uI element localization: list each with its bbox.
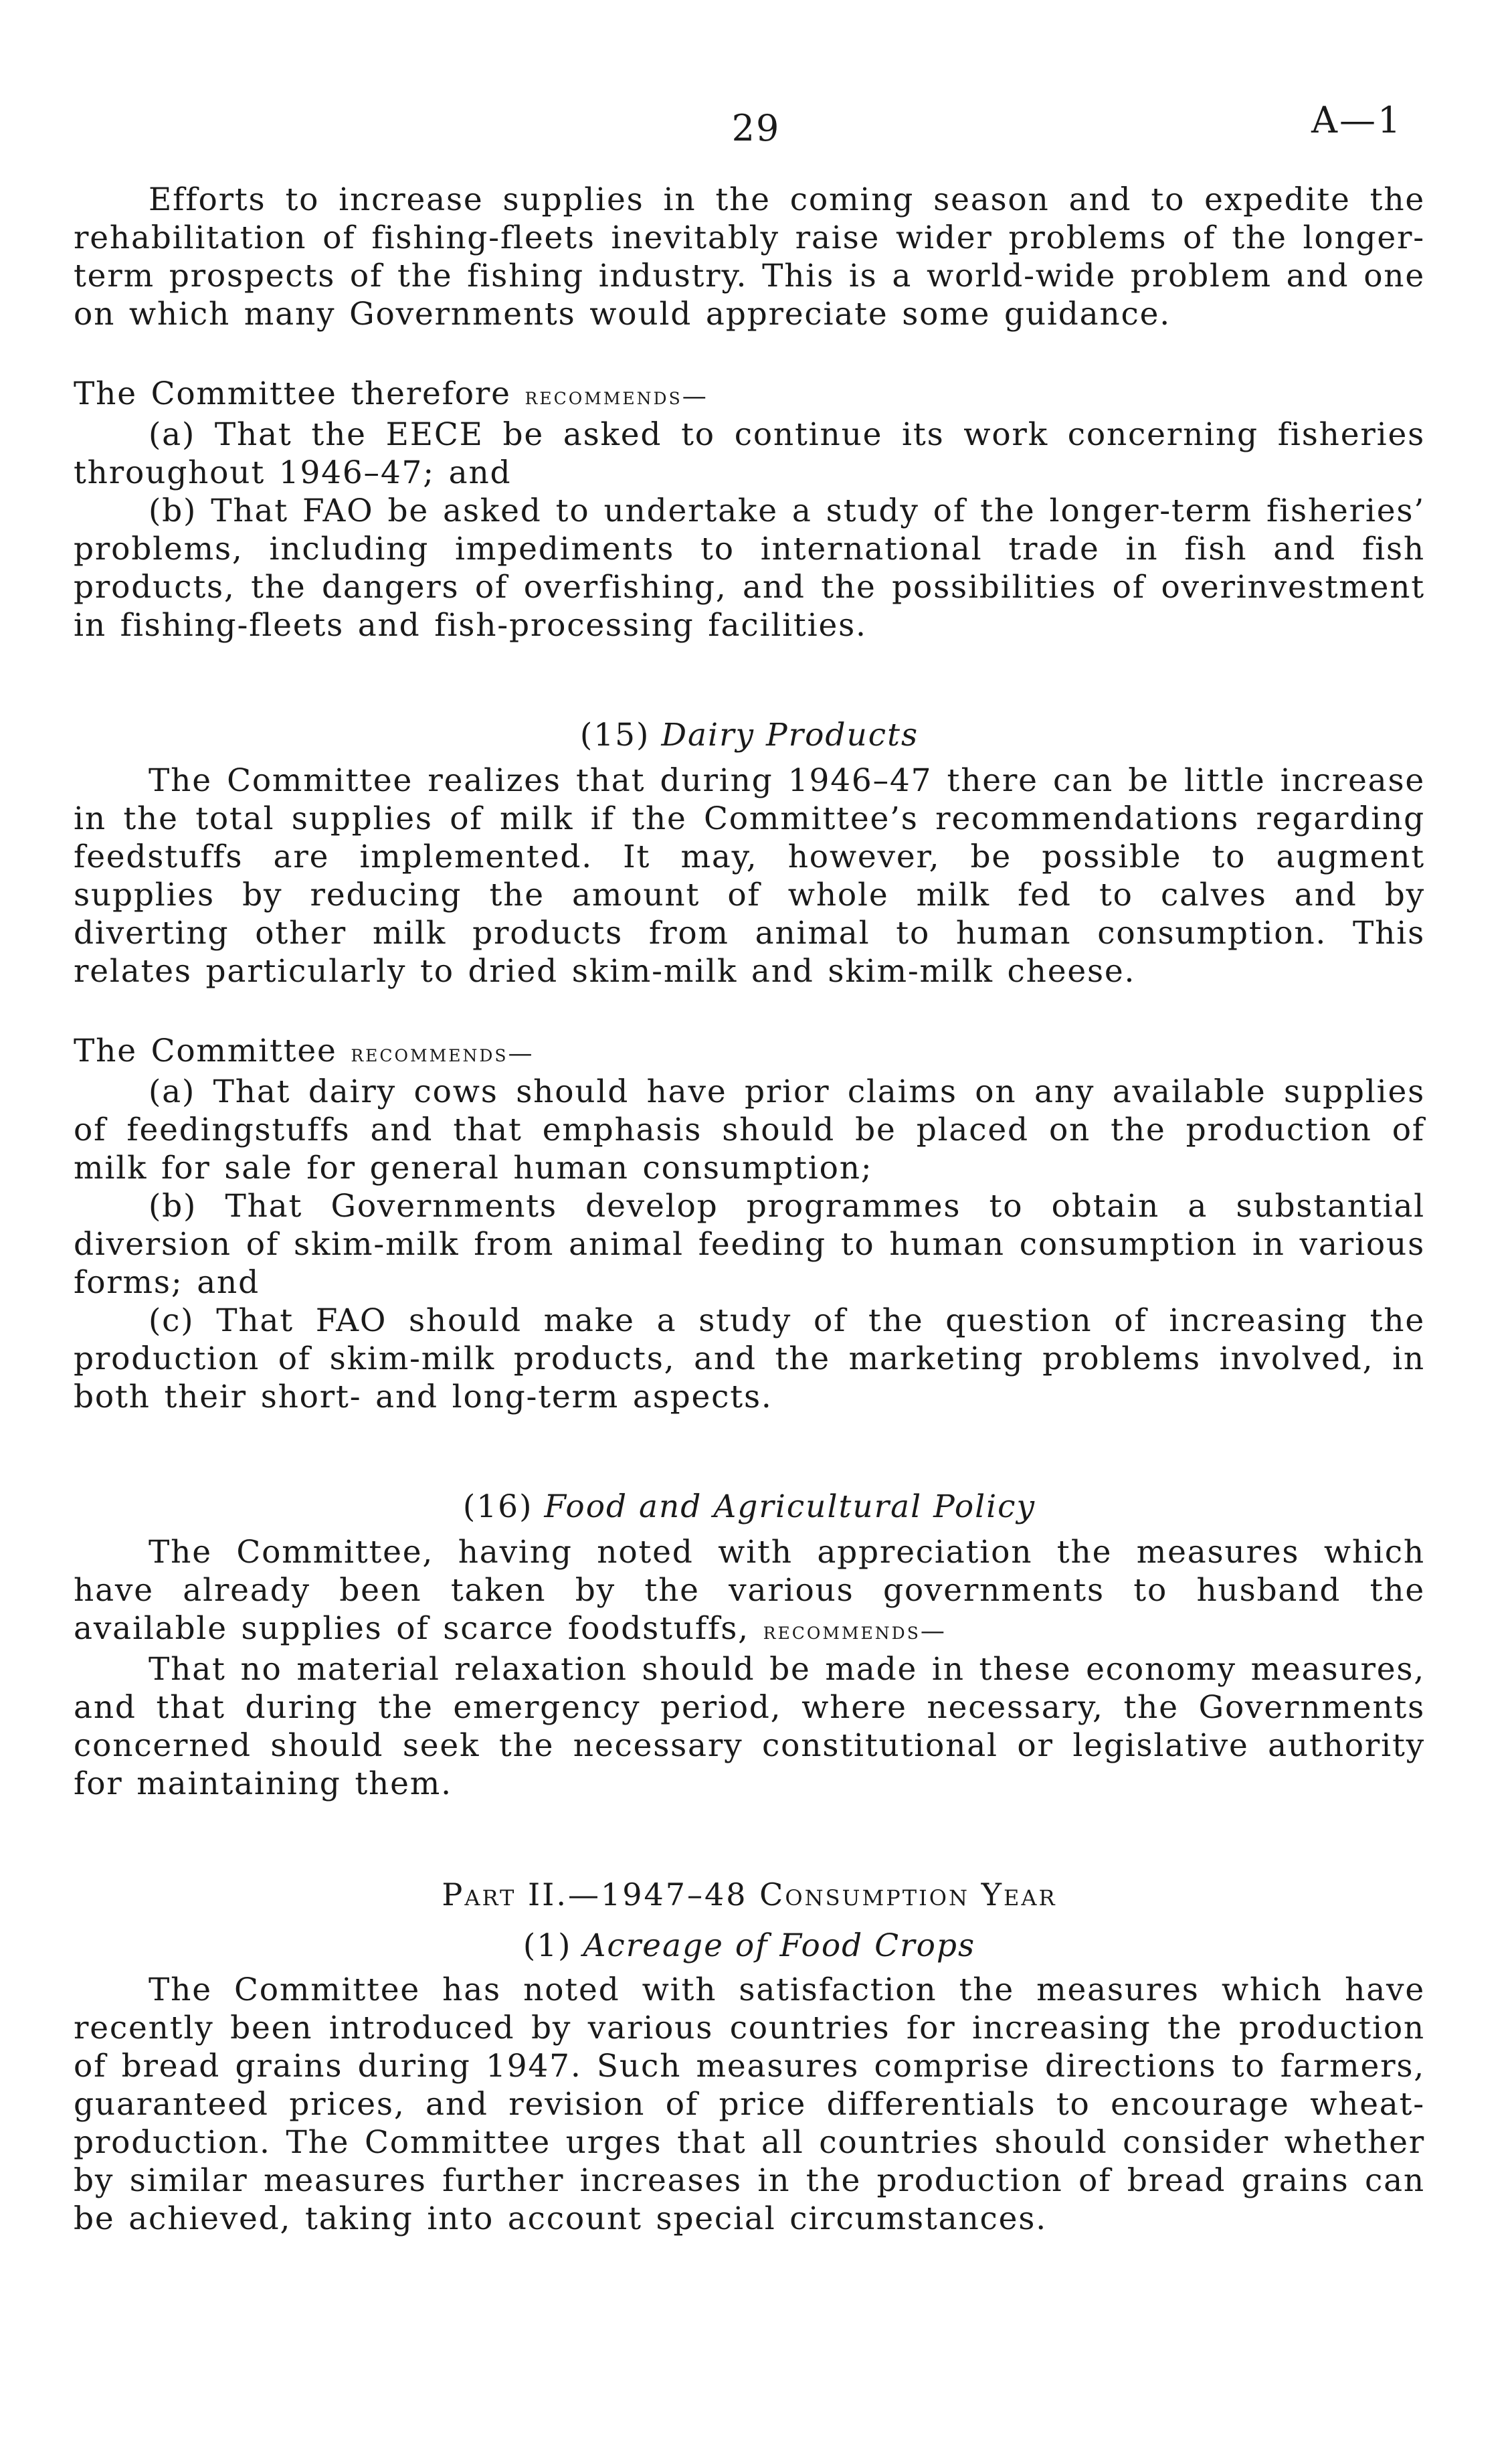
dairy-recommendation-lead bbox=[74, 1032, 1425, 1073]
dairy-recommends-word: recommends— bbox=[351, 1040, 535, 1067]
document-reference: A—1 bbox=[1311, 99, 1403, 141]
fisheries-recommendation-a: (a) That the EECE be asked to continue its work concerning fisheries throughout 1946–47; and bbox=[74, 416, 1425, 491]
dairy-section-title: Dairy Products bbox=[661, 717, 919, 754]
dairy-lead-text: The Committee bbox=[74, 1033, 337, 1069]
acreage-paragraph: The Committee has noted with satisfaction the measures which have recently been introduced by various countries for increasing the production of bread grains during 1947. Such measures comprise directions to farmers, guaranteed prices, and revision of price differentials to encourage wheat-production. The Committee urges that all countries should consider whether by similar measures further increases in the production of bread grains can be achieved, taking into account special circumstances. bbox=[74, 1972, 1425, 2237]
fisheries-intro-paragraph: Efforts to increase supplies in the coming season and to expedite the rehabilitation of fishing-fleets inevitably raise wider problems of the longer-term prospects of the fishing industry. This is a world-wide problem and one on which many Governments would appreciate some guidance. bbox=[74, 181, 1425, 333]
dairy-recommendation-a: (a) That dairy cows should have prior claims on any available supplies of feedingstuffs and that emphasis should be placed on the production of milk for sale for general human consumption; bbox=[74, 1073, 1425, 1187]
dairy-intro-paragraph: The Committee realizes that during 1946–47 there can be little increase in the total supplies of milk if the Committee’s recommendations regarding feedstuffs are implemented. It may, however, be possible to augment supplies by reducing the amount of whole milk fed to calves and by diverting other milk products from animal to human consumption. This relates particularly to dried skim-milk and skim-milk cheese. bbox=[74, 762, 1425, 990]
acreage-section-heading bbox=[74, 1927, 1425, 1964]
dairy-recommendation-b: (b) That Governments develop programmes to obtain a substantial diversion of skim-milk from animal feeding to human consumption in various forms; and bbox=[74, 1188, 1425, 1301]
dairy-recommendation-c: (c) That FAO should make a study of the question of increasing the production of skim-milk products, and the marketing problems involved, in both their short- and long-term aspects. bbox=[74, 1302, 1425, 1415]
policy-section-number: (16) bbox=[462, 1488, 533, 1525]
acreage-section-title: Acreage of Food Crops bbox=[583, 1927, 976, 1964]
policy-section-heading bbox=[74, 1488, 1425, 1525]
fisheries-recommendation-lead bbox=[74, 375, 1425, 416]
fisheries-recommends-word: recommends— bbox=[525, 383, 708, 410]
page-body bbox=[74, 181, 1425, 2238]
policy-intro-paragraph bbox=[74, 1533, 1425, 1650]
fisheries-lead-text: The Committee therefore bbox=[74, 375, 511, 412]
fisheries-recommendation-b: (b) That FAO be asked to undertake a study of the longer-term fisheries’ problems, including impediments to international trade in fish and fish products, the dangers of overfishing, and the possibilities of overinvestment in fishing-fleets and fish-processing facilities. bbox=[74, 493, 1425, 644]
part-two-heading bbox=[74, 1876, 1425, 1913]
acreage-section-number: (1) bbox=[523, 1927, 572, 1964]
policy-recommends-word: recommends— bbox=[763, 1617, 947, 1645]
dairy-section-number: (15) bbox=[579, 717, 650, 754]
policy-section-title: Food and Agricultural Policy bbox=[544, 1488, 1036, 1525]
page-number: 29 bbox=[731, 107, 781, 149]
part-two-heading-text: Part II.—1947–48 Consumption Year bbox=[442, 1876, 1057, 1913]
dairy-section-heading bbox=[74, 717, 1425, 754]
policy-recommendation: That no material relaxation should be made in these economy measures, and that during the emergency period, where necessary, the Governments concerned should seek the necessary constitutional or legislative authority for maintaining them. bbox=[74, 1651, 1425, 1802]
policy-intro-text: The Committee, having noted with appreciation the measures which have already been taken by the various governments to husband the available supplies of scarce foodstuffs, bbox=[74, 1534, 1425, 1647]
